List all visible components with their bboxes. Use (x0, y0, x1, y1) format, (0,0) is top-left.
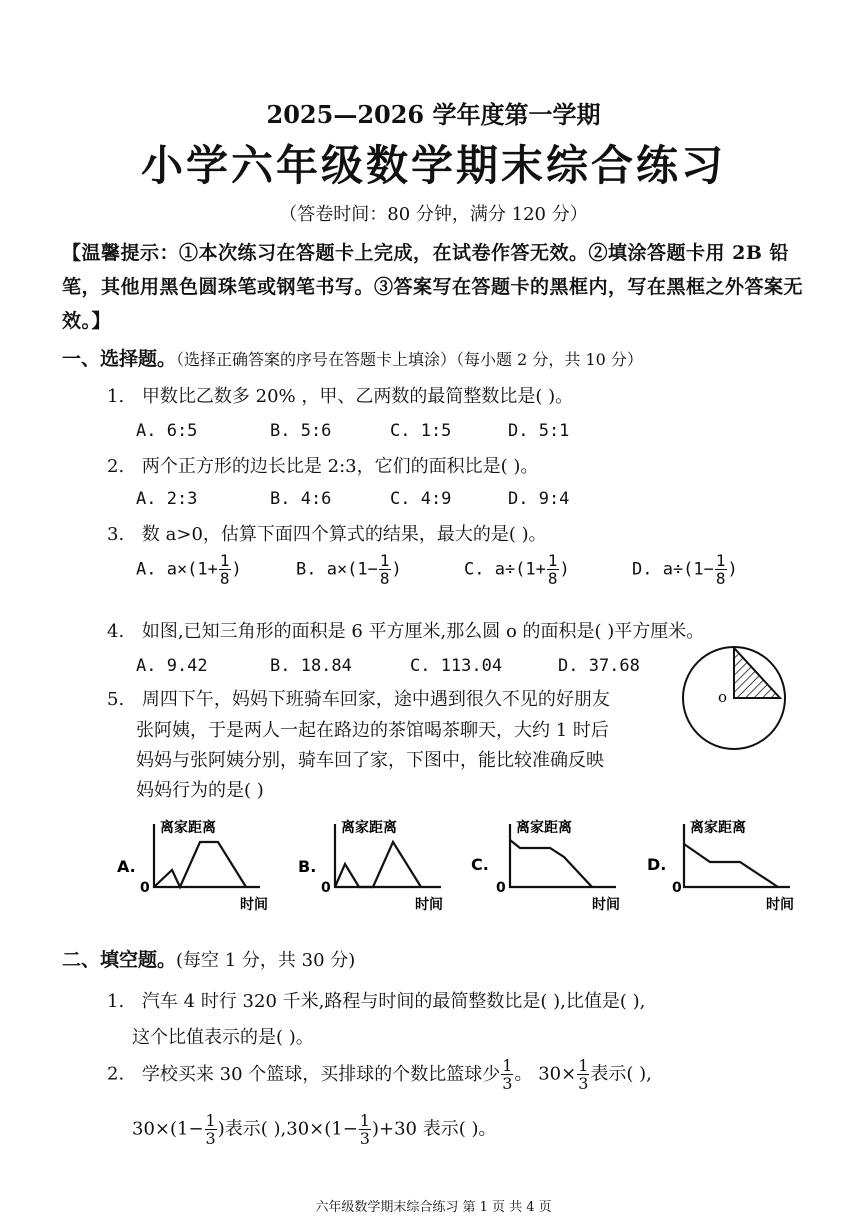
graph-label: B. (298, 857, 317, 876)
question-text-line: 这个比值表示的是( )。 (132, 1027, 314, 1048)
q4-option-a: A. 9.42 (136, 656, 208, 676)
fill-question-2: 2. 学校买来 30 个篮球，买排球的个数比篮球少 $\frac{1}{3}$ 。 30× $\frac{1}{3}$ 表示( ), (107, 1056, 652, 1093)
question-text-line: 周四下午，妈妈下班骑车回家，途中遇到很久不见的好朋友 (141, 689, 610, 710)
question-text: 甲数比乙数多 20% ，甲、乙两数的最简整数比是( )。 (141, 386, 574, 407)
graph-origin: 0 (496, 880, 506, 896)
term-heading: 2025—2026 学年度第一学期 (266, 100, 601, 129)
q1-option-c: C. 1:5 (390, 421, 452, 441)
graph-line (510, 840, 592, 887)
question-3 (107, 520, 547, 546)
question-text-line: 妈妈与张阿姨分别，骑车回了家，下图中，能比较准确反映 (136, 750, 604, 771)
circle-figure (680, 644, 792, 756)
graph-y-label: 离家距离 (160, 820, 216, 836)
q1-option-b: B. 5:6 (270, 421, 332, 441)
graph-label: A. (117, 857, 136, 876)
question-4 (107, 617, 704, 643)
question-number: 2. (107, 1063, 125, 1085)
fraction: $\frac{1}{3}$ (502, 1056, 513, 1093)
fraction: $\frac{1}{3}$ (359, 1111, 370, 1148)
question-number: 1. (107, 991, 125, 1012)
section1-heading (62, 344, 643, 371)
graph-origin: 0 (321, 880, 331, 896)
q1-option-a: A. 6:5 (136, 421, 198, 441)
graph-a (112, 812, 292, 914)
graph-line (684, 844, 778, 887)
question-text-line: 妈妈行为的是( ) (136, 780, 264, 801)
q2-option-d: D. 9:4 (508, 489, 570, 509)
question-text-line: 30×(1− $\frac{1}{3}$ )表示( ),30×(1− $\frac{1}{3}$ )+30 表示( )。 (132, 1111, 497, 1148)
question-text: 两个正方形的边长比是 2:3，它们的面积比是( )。 (141, 456, 539, 477)
q2-option-b: B. 4:6 (270, 489, 332, 509)
page-footer: 六年级数学期末综合练习 第 1 页 共 4 页 (315, 1200, 552, 1215)
graph-c (468, 812, 648, 914)
question-text-line: 张阿姨，于是两人一起在路边的茶馆喝茶聊天，大约 1 时后 (136, 720, 609, 741)
graph-line (335, 842, 421, 887)
section2-title: 二、填空题。 (62, 949, 177, 971)
graph-b (293, 812, 473, 914)
question-text: 如图,已知三角形的面积是 6 平方厘米,那么圆 o 的面积是( )平方厘米。 (141, 621, 705, 642)
section2-heading (62, 945, 355, 972)
graph-label: C. (471, 855, 489, 874)
graph-origin: 0 (140, 880, 150, 896)
fill-question-1 (107, 987, 645, 1013)
fraction: $\frac{1}{8}$ (715, 551, 726, 588)
graph-origin: 0 (672, 880, 682, 896)
page-title: 小学六年级数学期末综合练习 (140, 141, 726, 190)
time-note: （答卷时间：80 分钟，满分 120 分） (279, 204, 588, 225)
question-text: 数 a>0，估算下面四个算式的结果，最大的是( )。 (141, 524, 547, 545)
graph-line (154, 842, 246, 887)
question-number: 2. (107, 456, 125, 477)
section1-note: （选择正确答案的序号在答题卡上填涂）（每小题 2 分，共 10 分） (176, 350, 643, 369)
graph-y-label: 离家距离 (516, 820, 572, 836)
graph-x-label: 时间 (415, 897, 443, 913)
q3-option-d: D. a÷(1− $\frac{1}{8}$ ) (632, 551, 738, 588)
question-number: 4. (107, 621, 125, 642)
q3-option-c: C. a÷(1+ $\frac{1}{8}$ ) (464, 551, 570, 588)
graph-y-label: 离家距离 (341, 820, 397, 836)
q3-option-a: A. a×(1+ $\frac{1}{8}$ ) (136, 551, 242, 588)
question-1 (107, 382, 573, 408)
graph-x-label: 时间 (766, 897, 794, 913)
q3-option-b: B. a×(1− $\frac{1}{8}$ ) (296, 551, 402, 588)
question-number: 3. (107, 524, 125, 545)
section2-note: (每空 1 分，共 30 分) (176, 950, 356, 971)
q2-option-c: C. 4:9 (390, 489, 452, 509)
fraction: $\frac{1}{8}$ (379, 551, 390, 588)
fraction: $\frac{1}{3}$ (205, 1111, 216, 1148)
question-2 (107, 452, 538, 478)
q2-option-a: A. 2:3 (136, 489, 198, 509)
q1-option-d: D. 5:1 (508, 421, 570, 441)
q4-option-b: B. 18.84 (270, 656, 352, 676)
section1-title: 一、选择题。 (62, 348, 177, 370)
q4-option-c: C. 113.04 (410, 656, 503, 676)
graph-x-label: 时间 (592, 897, 620, 913)
question-number: 1. (107, 386, 125, 407)
center-label: o (718, 688, 728, 706)
shaded-triangle (734, 648, 780, 698)
graph-y-label: 离家距离 (690, 820, 746, 836)
question-number: 5. (107, 689, 125, 710)
fraction: $\frac{1}{3}$ (578, 1056, 589, 1093)
question-5 (107, 685, 610, 711)
fraction: $\frac{1}{8}$ (219, 551, 230, 588)
graph-x-label: 时间 (240, 897, 268, 913)
graph-d (644, 812, 824, 914)
graph-label: D. (647, 855, 667, 874)
question-text-line: 汽车 4 时行 320 千米,路程与时间的最简整数比是( ),比值是( ), (141, 991, 646, 1012)
fraction: $\frac{1}{8}$ (547, 551, 558, 588)
tip-box: 【温馨提示：①本次练习在答题卡上完成，在试卷作答无效。②填涂答题卡用 2B 铅笔，其他用黑色圆珠笔或钢笔书写。③答案写在答题卡的黑框内，写在黑框之外答案无效。】 (62, 242, 804, 332)
q4-option-d: D. 37.68 (558, 656, 640, 676)
